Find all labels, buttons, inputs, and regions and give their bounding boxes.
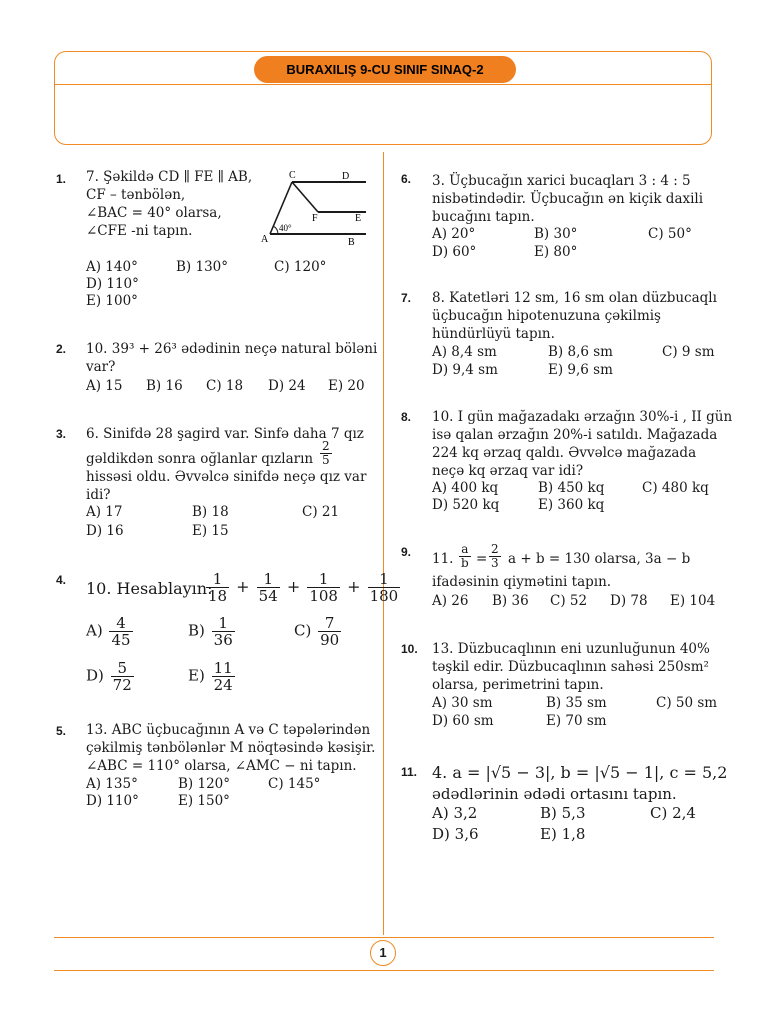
question-3-line-2: gəldikdən sonra oğlanlar qızların bbox=[86, 451, 314, 467]
q4-option-a bbox=[86, 615, 135, 648]
question-number: 9. bbox=[401, 545, 412, 559]
q2-option-d: D) 24 bbox=[268, 378, 306, 394]
term-1-denominator: 18 bbox=[208, 587, 228, 605]
q4-option-b-denominator: 36 bbox=[213, 631, 233, 649]
question-10-line-3: olarsa, perimetrini tapın. bbox=[432, 677, 604, 693]
q4-option-d-label: D) bbox=[86, 666, 104, 685]
q1-option-d: D) 110° bbox=[86, 276, 139, 292]
question-10-line-2: təşkil edir. Düzbucaqlının sahəsi 250sm² bbox=[432, 659, 709, 675]
q4-option-a-label: A) bbox=[86, 621, 103, 640]
q4-option-c-label: C) bbox=[294, 621, 312, 640]
fraction-denominator: b bbox=[461, 556, 469, 570]
q2-option-e: E) 20 bbox=[328, 378, 365, 394]
q4-option-e-denominator: 24 bbox=[213, 676, 233, 694]
q11-option-b: B) 5,3 bbox=[540, 804, 586, 822]
header-divider bbox=[54, 84, 712, 85]
question-1-line-1: 7. Şəkildə CD ∥ FE ∥ AB, bbox=[86, 169, 253, 185]
figure-label-d: D bbox=[342, 171, 350, 182]
question-11-line-2: ədədlərinin ədədi ortasını tapın. bbox=[432, 785, 677, 803]
figure-label-c: C bbox=[289, 170, 296, 181]
question-8-line-2: isə qalan ərzağın 20%-i satıldı. Mağazada bbox=[432, 427, 718, 443]
question-3-line-4: idi? bbox=[86, 487, 111, 503]
question-11-line-1: 4. a = |√5 − 3|, b = |√5 − 1|, c = 5,2 bbox=[432, 763, 728, 782]
q7-option-c: C) 9 sm bbox=[662, 344, 715, 360]
parallel-lines-figure bbox=[260, 168, 370, 248]
question-6-line-3: bucağını tapın. bbox=[432, 209, 535, 225]
q10-option-d: D) 60 sm bbox=[432, 713, 494, 729]
term-4-denominator: 180 bbox=[369, 587, 399, 605]
q7-option-d: D) 9,4 sm bbox=[432, 362, 498, 378]
q4-option-b bbox=[188, 615, 237, 648]
q6-option-b: B) 30° bbox=[534, 226, 578, 242]
term-2-denominator: 54 bbox=[258, 587, 278, 605]
question-number: 1. bbox=[56, 172, 67, 186]
question-3-line-3: hissəsi oldu. Əvvəlcə sinifdə neçə qız var bbox=[86, 469, 367, 485]
q4-option-c-denominator: 90 bbox=[320, 631, 340, 649]
q4-option-a-denominator: 45 bbox=[111, 631, 131, 649]
q4-option-d bbox=[86, 660, 136, 693]
q6-option-a: A) 20° bbox=[432, 226, 476, 242]
q10-option-a: A) 30 sm bbox=[432, 695, 493, 711]
q7-option-a: A) 8,4 sm bbox=[432, 344, 497, 360]
q11-option-c: C) 2,4 bbox=[650, 804, 696, 822]
q5-option-a: A) 135° bbox=[86, 776, 138, 792]
question-number: 11. bbox=[401, 765, 418, 779]
question-8-line-1: 10. I gün mağazadakı ərzağın 30%-i , II gün bbox=[432, 409, 733, 425]
question-9-line-1: a + b = 130 olarsa, 3a − b bbox=[508, 551, 691, 567]
term-3-denominator: 108 bbox=[309, 587, 338, 605]
q11-option-d: D) 3,6 bbox=[432, 825, 479, 843]
page-number: 1 bbox=[370, 940, 396, 966]
q8-option-c: C) 480 kq bbox=[642, 480, 709, 496]
question-2-line-2: var? bbox=[86, 359, 116, 375]
question-9-line-2: ifadəsinin qiymətini tapın. bbox=[432, 574, 612, 590]
q6-option-c: C) 50° bbox=[648, 226, 692, 242]
question-8-line-4: neçə kq ərzaq var idi? bbox=[432, 463, 584, 479]
question-6-line-1: 3. Üçbucağın xarici bucaqları 3 : 4 : 5 bbox=[432, 173, 691, 189]
question-7-line-3: hündürlüyü tapın. bbox=[432, 326, 555, 342]
figure-label-a: A bbox=[261, 234, 269, 245]
fraction-numerator: 2 bbox=[491, 542, 499, 556]
q2-option-b: B) 16 bbox=[146, 378, 183, 394]
fraction-two-thirds bbox=[489, 543, 501, 570]
q8-option-b: B) 450 kq bbox=[538, 480, 605, 496]
question-10-line-1: 13. Düzbucaqlının eni uzunluğunun 40% bbox=[432, 641, 710, 657]
question-number: 10. bbox=[401, 642, 418, 656]
fraction-two-fifths bbox=[320, 440, 332, 467]
q5-option-b: B) 120° bbox=[178, 776, 230, 792]
q4-option-e-numerator: 11 bbox=[213, 659, 233, 677]
figure-label-e: E bbox=[355, 213, 362, 224]
question-1-line-3: ∠BAC = 40° olarsa, bbox=[86, 205, 222, 221]
term-2-numerator: 1 bbox=[257, 571, 280, 588]
question-7-line-2: üçbucağın hipotenuzuna çəkilmiş bbox=[432, 308, 661, 324]
q4-option-d-denominator: 72 bbox=[112, 676, 132, 694]
fraction-a-over-b bbox=[459, 543, 471, 570]
q5-option-c: C) 145° bbox=[268, 776, 321, 792]
q9-option-d: D) 78 bbox=[610, 593, 648, 609]
q4-option-b-numerator: 1 bbox=[212, 615, 235, 632]
q8-option-d: D) 520 kq bbox=[432, 497, 500, 513]
q3-option-c: C) 21 bbox=[302, 504, 340, 520]
figure-label-b: B bbox=[348, 237, 355, 248]
footer-line-bottom bbox=[54, 970, 714, 971]
q5-option-d: D) 110° bbox=[86, 793, 139, 809]
question-number: 7. bbox=[401, 291, 412, 305]
fraction-numerator: 2 bbox=[322, 439, 330, 453]
q3-option-a: A) 17 bbox=[86, 504, 123, 520]
question-3-line-1: 6. Sinifdə 28 şagird var. Sinfə daha 7 qız bbox=[86, 426, 364, 442]
question-number: 5. bbox=[56, 724, 67, 738]
q10-option-b: B) 35 sm bbox=[546, 695, 607, 711]
q1-option-c: C) 120° bbox=[274, 259, 327, 275]
q5-option-e: E) 150° bbox=[178, 793, 230, 809]
question-7-line-1: 8. Katetləri 12 sm, 16 sm olan düzbucaqlı bbox=[432, 290, 717, 306]
q10-option-c: C) 50 sm bbox=[656, 695, 718, 711]
fraction-denominator: 3 bbox=[491, 556, 499, 570]
exam-title: BURAXILIŞ 9-CU SINIF SINAQ-2 bbox=[254, 56, 516, 83]
q1-option-e: E) 100° bbox=[86, 293, 138, 309]
fraction-numerator: a bbox=[459, 543, 471, 557]
q11-option-e: E) 1,8 bbox=[540, 825, 586, 843]
question-8-line-3: 224 kq ərzaq qaldı. Əvvəlcə mağazada bbox=[432, 445, 697, 461]
figure-angle-label: 40° bbox=[279, 223, 292, 233]
q8-option-a: A) 400 kq bbox=[432, 480, 499, 496]
q9-option-b: B) 36 bbox=[492, 593, 529, 609]
equals-sign: = bbox=[476, 551, 488, 567]
q3-option-b: B) 18 bbox=[192, 504, 229, 520]
footer-line-top bbox=[54, 937, 714, 938]
q9-option-c: C) 52 bbox=[550, 593, 588, 609]
question-1-line-2: CF – tənbölən, bbox=[86, 187, 186, 203]
q4-option-a-numerator: 4 bbox=[109, 615, 132, 632]
figure-label-f: F bbox=[312, 213, 318, 224]
q4-option-c-numerator: 7 bbox=[318, 615, 341, 632]
term-4-numerator: 1 bbox=[368, 571, 401, 588]
q3-option-d: D) 16 bbox=[86, 523, 124, 539]
question-number: 4. bbox=[56, 573, 67, 587]
q7-option-b: B) 8,6 sm bbox=[548, 344, 613, 360]
question-9-prefix: 11. bbox=[432, 551, 454, 567]
q11-option-a: A) 3,2 bbox=[432, 804, 478, 822]
q10-option-e: E) 70 sm bbox=[546, 713, 607, 729]
q2-option-c: C) 18 bbox=[206, 378, 244, 394]
question-6-line-2: nisbətindədir. Üçbucağın ən kiçik daxili bbox=[432, 191, 704, 207]
question-5-line-3: ∠ABC = 110° olarsa, ∠AMC − ni tapın. bbox=[86, 758, 357, 774]
question-5-line-1: 13. ABC üçbucağının A və C təpələrindən bbox=[86, 722, 371, 738]
q7-option-e: E) 9,6 sm bbox=[548, 362, 613, 378]
q8-option-e: E) 360 kq bbox=[538, 497, 605, 513]
question-number: 3. bbox=[56, 427, 67, 441]
q4-option-e bbox=[188, 660, 237, 693]
q9-option-e: E) 104 bbox=[670, 593, 716, 609]
question-number: 8. bbox=[401, 410, 412, 424]
question-number: 2. bbox=[56, 342, 67, 356]
sum-expression: $\frac{1}{18}$ + $\frac{1}{54}$ + $\frac{1}{108}$ + $\frac{1}{180}$ bbox=[208, 570, 399, 605]
question-4-line-1: 10. Hesablayın: bbox=[86, 579, 213, 598]
q6-option-d: D) 60° bbox=[432, 244, 477, 260]
q4-option-e-label: E) bbox=[188, 666, 205, 685]
question-5-line-2: çəkilmiş tənbölənlər M nöqtəsində kəsişir. bbox=[86, 740, 376, 756]
question-number: 6. bbox=[401, 172, 412, 186]
q4-option-d-numerator: 5 bbox=[111, 660, 134, 677]
column-divider bbox=[383, 152, 384, 935]
q3-option-e: E) 15 bbox=[192, 523, 229, 539]
term-3-numerator: 1 bbox=[307, 571, 340, 588]
q2-option-a: A) 15 bbox=[86, 378, 123, 394]
q1-option-b: B) 130° bbox=[176, 259, 228, 275]
q6-option-e: E) 80° bbox=[534, 244, 578, 260]
q4-option-b-label: B) bbox=[188, 621, 205, 640]
question-2-line-1: 10. 39³ + 26³ ədədinin neçə natural böləni bbox=[86, 341, 378, 357]
q9-option-a: A) 26 bbox=[432, 593, 469, 609]
question-1-line-4: ∠CFE -ni tapın. bbox=[86, 223, 193, 239]
q4-option-c bbox=[294, 615, 343, 648]
q1-option-a: A) 140° bbox=[86, 259, 138, 275]
fraction-denominator: 5 bbox=[322, 453, 330, 467]
term-1-numerator: 1 bbox=[206, 571, 229, 588]
